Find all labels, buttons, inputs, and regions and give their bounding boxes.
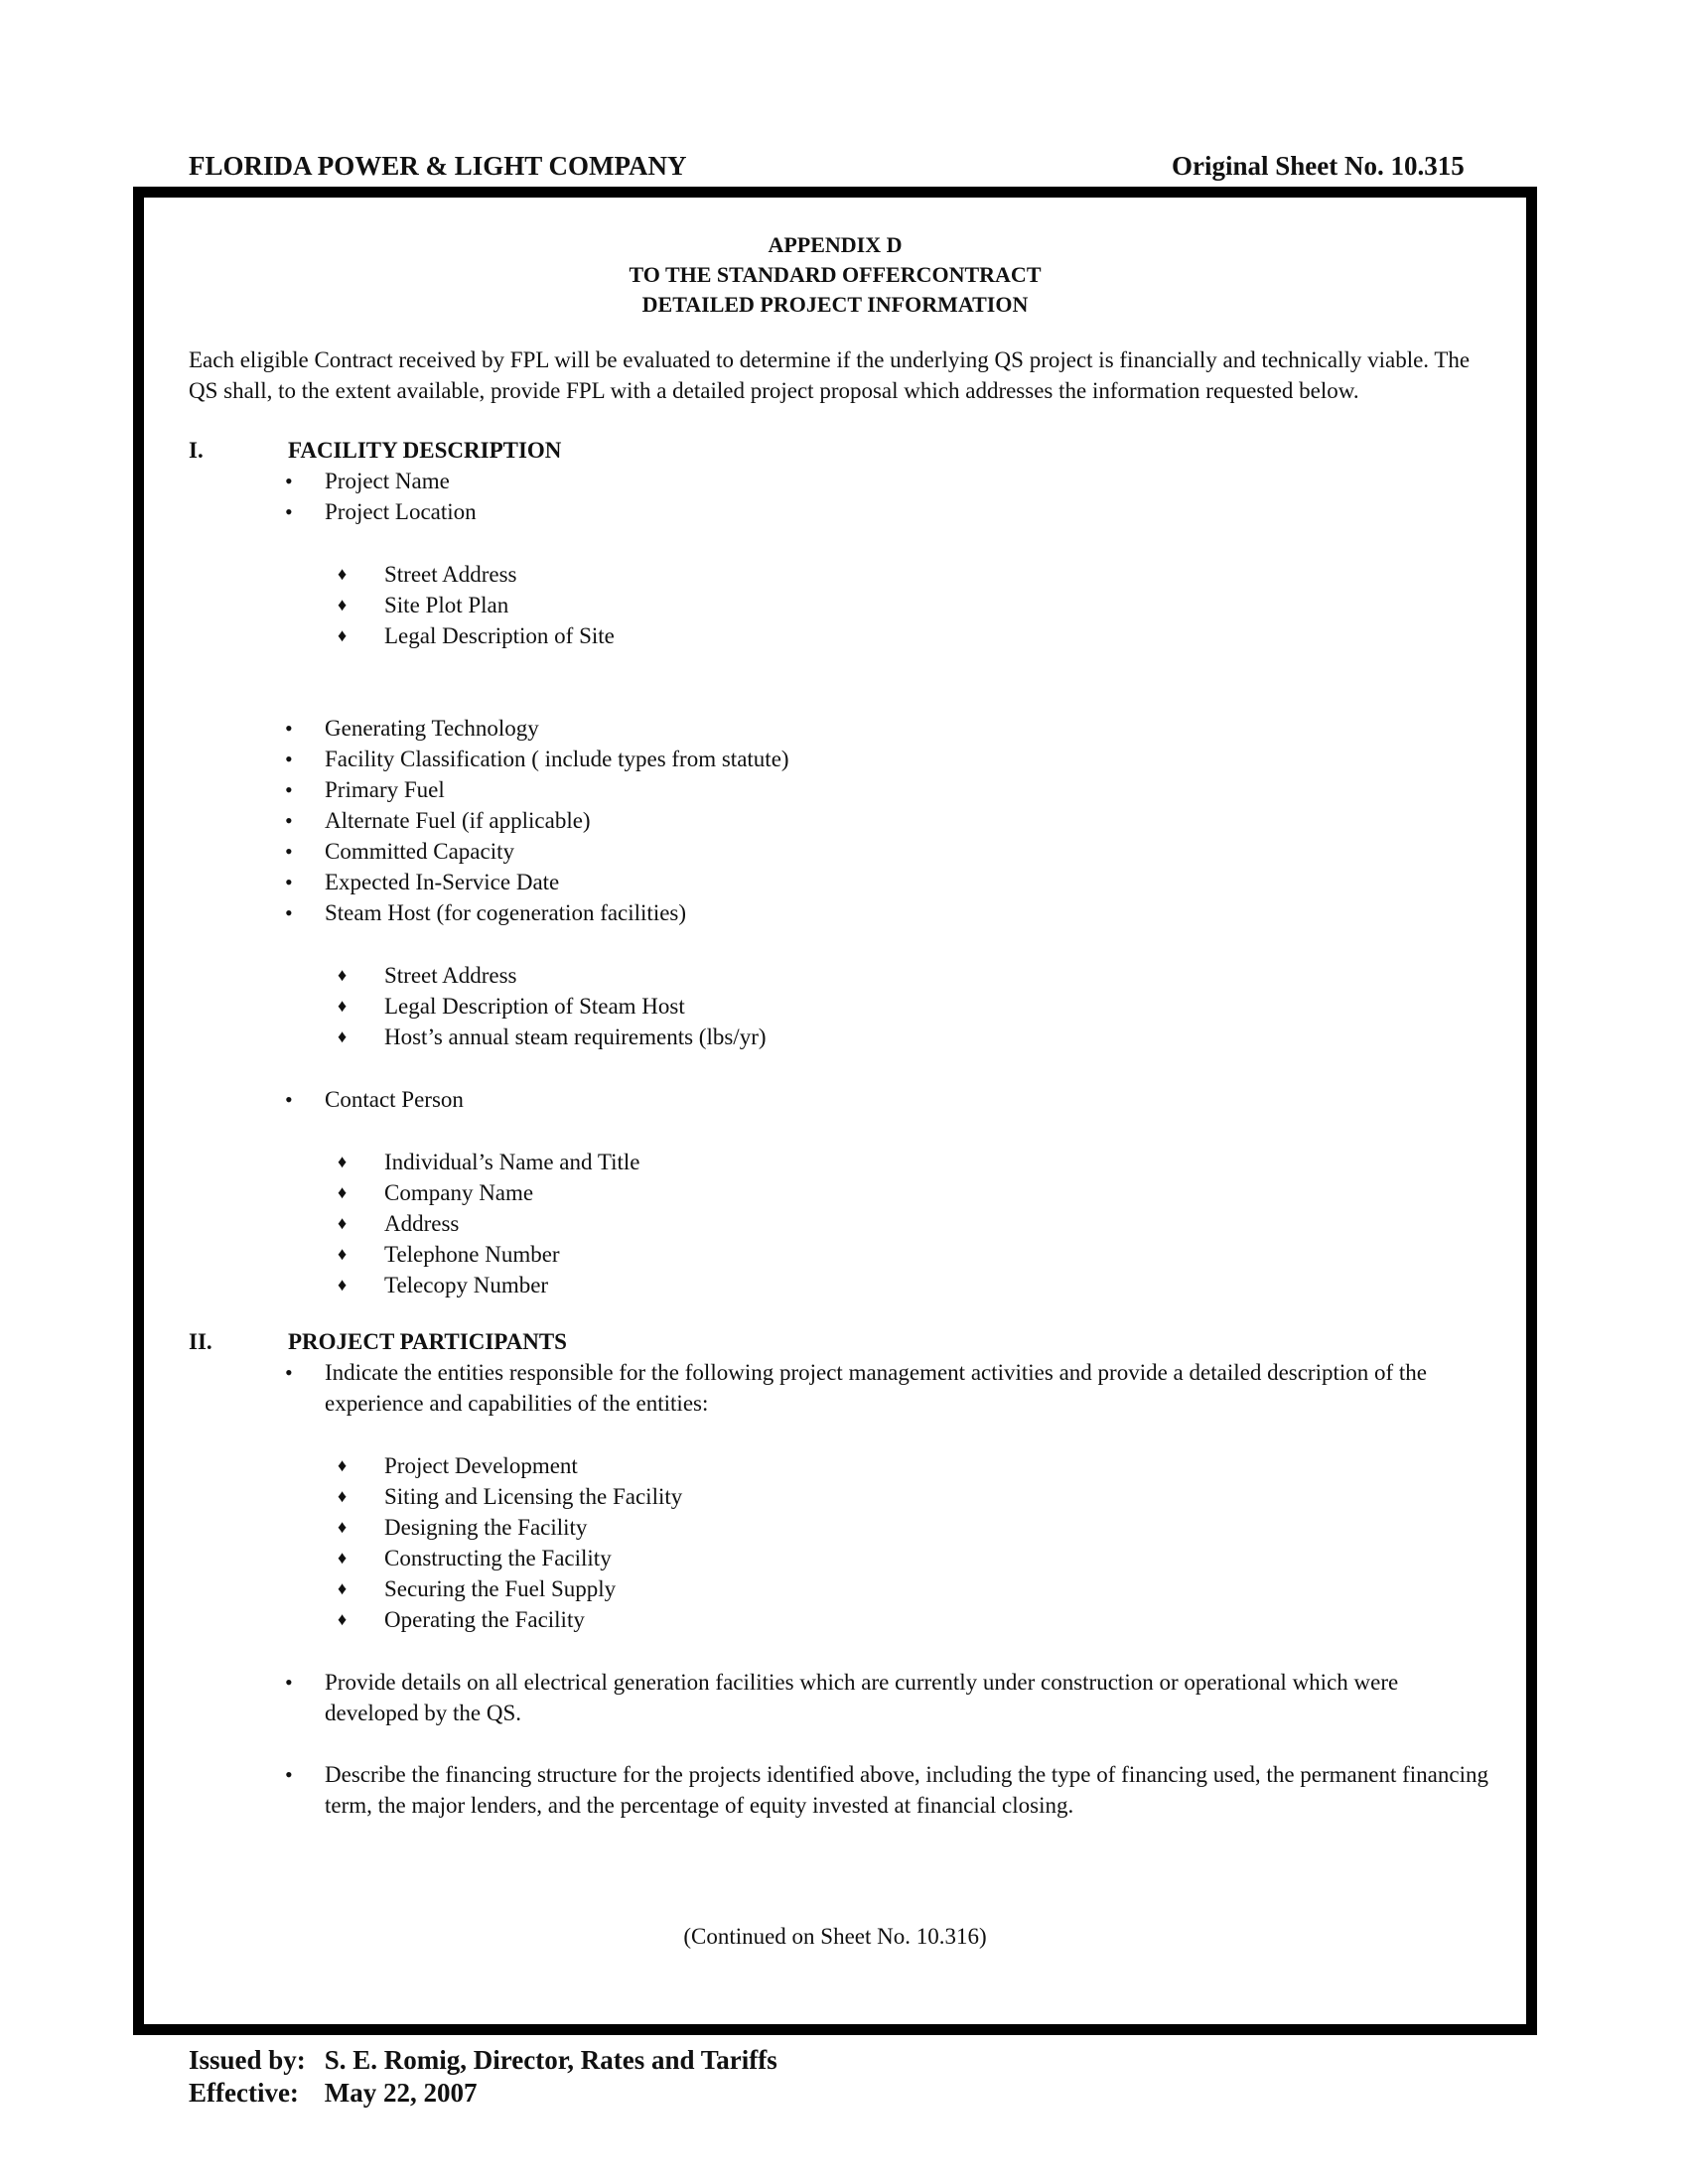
sub-item: Project Development bbox=[384, 1453, 578, 1478]
bullet-icon: • bbox=[285, 747, 293, 771]
bullet-item: Project Location bbox=[325, 499, 477, 524]
diamond-bullet-icon: ♦ bbox=[338, 1517, 348, 1537]
sub-item: Constructing the Facility bbox=[384, 1546, 612, 1570]
sub-item: Host’s annual steam requirements (lbs/yr) bbox=[384, 1024, 767, 1049]
intro-line: QS shall, to the extent available, provide FPL with a detailed project proposal which addresses the information requested below. bbox=[189, 378, 1359, 403]
sub-item: Telecopy Number bbox=[384, 1273, 549, 1297]
issued-label: Issued by: bbox=[189, 2045, 306, 2075]
section-title: FACILITY DESCRIPTION bbox=[288, 438, 562, 463]
title-line: TO THE STANDARD OFFERCONTRACT bbox=[629, 262, 1042, 287]
sub-item: Site Plot Plan bbox=[384, 593, 509, 617]
bullet-icon: • bbox=[285, 777, 293, 802]
effective-date bbox=[189, 2076, 477, 2110]
bullet-icon: • bbox=[285, 900, 293, 925]
bullet-item-continued: experience and capabilities of the entities: bbox=[325, 1391, 709, 1416]
bullet-item: Alternate Fuel (if applicable) bbox=[325, 808, 591, 833]
bullet-icon: • bbox=[285, 1762, 293, 1787]
section-number: II. bbox=[189, 1329, 212, 1354]
diamond-bullet-icon: ♦ bbox=[338, 965, 348, 985]
diamond-bullet-icon: ♦ bbox=[338, 564, 348, 584]
sheet-number: Original Sheet No. 10.315 bbox=[1172, 151, 1465, 181]
sub-item: Telephone Number bbox=[384, 1242, 560, 1267]
diamond-bullet-icon: ♦ bbox=[338, 1609, 348, 1629]
effective-label: Effective: bbox=[189, 2078, 299, 2108]
bullet-item: Project Name bbox=[325, 469, 450, 493]
diamond-bullet-icon: ♦ bbox=[338, 1244, 348, 1264]
section-title: PROJECT PARTICIPANTS bbox=[288, 1329, 567, 1354]
diamond-bullet-icon: ♦ bbox=[338, 996, 348, 1016]
bullet-item: Committed Capacity bbox=[325, 839, 514, 864]
bullet-icon: • bbox=[285, 716, 293, 741]
bullet-icon: • bbox=[285, 1087, 293, 1112]
diamond-bullet-icon: ♦ bbox=[338, 595, 348, 614]
sub-item: Street Address bbox=[384, 963, 517, 988]
diamond-bullet-icon: ♦ bbox=[338, 1455, 348, 1475]
bullet-item-continued: developed by the QS. bbox=[325, 1701, 522, 1725]
bullet-icon: • bbox=[285, 870, 293, 894]
issued-by bbox=[189, 2043, 777, 2077]
sub-item: Operating the Facility bbox=[384, 1607, 585, 1632]
bullet-item: Contact Person bbox=[325, 1087, 464, 1112]
diamond-bullet-icon: ♦ bbox=[338, 1213, 348, 1233]
diamond-bullet-icon: ♦ bbox=[338, 1578, 348, 1598]
document-title bbox=[133, 230, 1537, 320]
effective-value: May 22, 2007 bbox=[324, 2078, 478, 2108]
diamond-bullet-icon: ♦ bbox=[338, 1548, 348, 1568]
bullet-icon: • bbox=[285, 499, 293, 524]
diamond-bullet-icon: ♦ bbox=[338, 1182, 348, 1202]
bullet-item: Expected In-Service Date bbox=[325, 870, 560, 894]
intro-paragraph bbox=[189, 344, 1579, 406]
bullet-icon: • bbox=[285, 469, 293, 493]
diamond-bullet-icon: ♦ bbox=[338, 1026, 348, 1046]
bullet-item: Provide details on all electrical generation facilities which are currently under construction or operational which were bbox=[325, 1670, 1399, 1695]
bullet-item: Primary Fuel bbox=[325, 777, 445, 802]
issued-value: S. E. Romig, Director, Rates and Tariffs bbox=[324, 2045, 777, 2075]
diamond-bullet-icon: ♦ bbox=[338, 1486, 348, 1506]
section-number: I. bbox=[189, 438, 204, 463]
bullet-item-continued: term, the major lenders, and the percentage of equity invested at financial closing. bbox=[325, 1793, 1074, 1818]
diamond-bullet-icon: ♦ bbox=[338, 1275, 348, 1295]
bullet-icon: • bbox=[285, 839, 293, 864]
sub-item: Address bbox=[384, 1211, 460, 1236]
bullet-item: Indicate the entities responsible for the following project management activities and provide a detailed description of the bbox=[325, 1360, 1428, 1385]
bullet-item: Generating Technology bbox=[325, 716, 539, 741]
sub-item: Legal Description of Site bbox=[384, 623, 615, 648]
bullet-item: Describe the financing structure for the projects identified above, including the type of financing used, the permanent financing bbox=[325, 1762, 1488, 1787]
bullet-icon: • bbox=[285, 1360, 293, 1385]
bullet-item: Steam Host (for cogeneration facilities) bbox=[325, 900, 687, 925]
sub-item: Designing the Facility bbox=[384, 1515, 588, 1540]
sub-item: Securing the Fuel Supply bbox=[384, 1576, 617, 1601]
intro-line: Each eligible Contract received by FPL will be evaluated to determine if the underlying QS project is financially and technically viable. The bbox=[189, 347, 1471, 372]
continued-note: (Continued on Sheet No. 10.316) bbox=[683, 1924, 987, 1949]
sub-item: Siting and Licensing the Facility bbox=[384, 1484, 683, 1509]
title-line: APPENDIX D bbox=[768, 232, 903, 257]
sub-item: Street Address bbox=[384, 562, 517, 587]
diamond-bullet-icon: ♦ bbox=[338, 625, 348, 645]
bullet-item: Facility Classification ( include types from statute) bbox=[325, 747, 789, 771]
sub-item: Company Name bbox=[384, 1180, 534, 1205]
sub-item: Legal Description of Steam Host bbox=[384, 994, 685, 1019]
company-name: FLORIDA POWER & LIGHT COMPANY bbox=[189, 151, 687, 181]
title-line: DETAILED PROJECT INFORMATION bbox=[641, 292, 1029, 317]
sub-item: Individual’s Name and Title bbox=[384, 1150, 640, 1174]
bullet-icon: • bbox=[285, 808, 293, 833]
diamond-bullet-icon: ♦ bbox=[338, 1152, 348, 1171]
bullet-icon: • bbox=[285, 1670, 293, 1695]
